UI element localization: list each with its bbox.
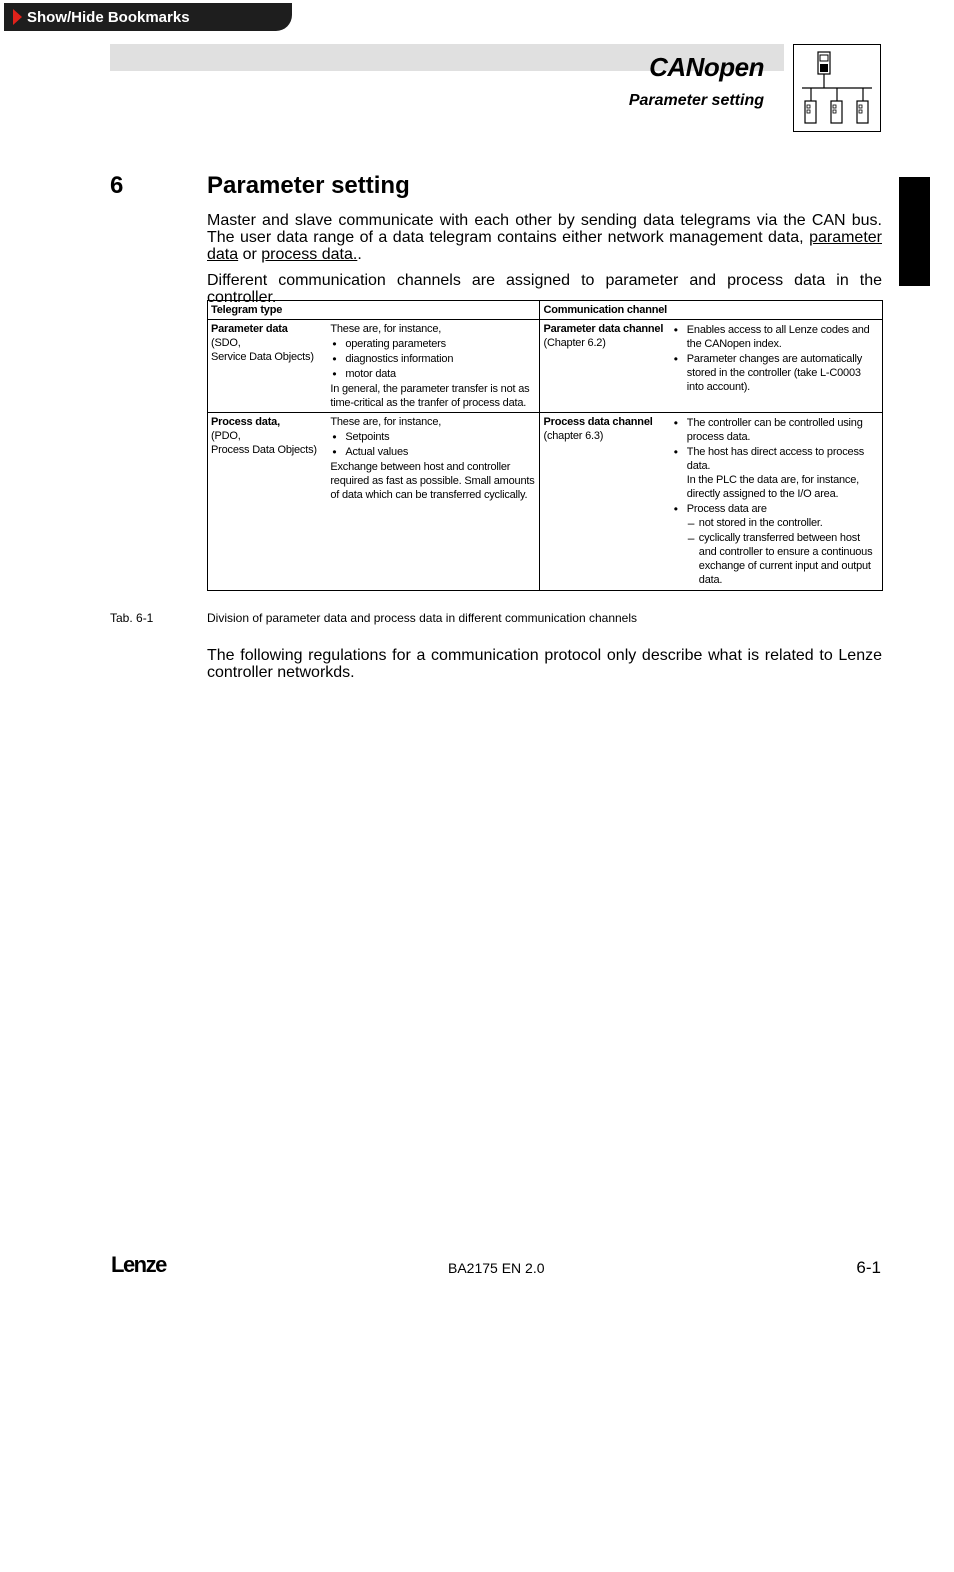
row2-channel-title: Process data channel: [543, 416, 653, 428]
bookmarks-label: Show/Hide Bookmarks: [27, 8, 190, 26]
row1-channel-cell: [540, 320, 669, 413]
row1-channel-ref: (Chapter 6.2): [543, 337, 606, 349]
row1-desc-outro: In general, the parameter transfer is not as time-critical as the tranfer of process data.: [330, 383, 530, 409]
row1-type-abbr: (SDO,: [211, 337, 241, 349]
row1-type-cell: [208, 320, 328, 413]
list-item: • Parameter changes are automatically stored in the controller (take L-C0003 into account).: [672, 352, 879, 394]
telegram-table: [207, 300, 883, 591]
row2-desc-outro: Exchange between host and controller required as fast as possible. Small amounts of data which can be transferred cyclically.: [330, 461, 535, 501]
footer-doc-id: BA2175 EN 2.0: [448, 1260, 545, 1276]
play-triangle-icon: [13, 9, 22, 25]
row2-channel-cell: [540, 413, 669, 591]
list-item: • diagnostics information: [330, 352, 536, 366]
header-communication-channel: Communication channel: [540, 301, 883, 320]
list-item: • Enables access to all Lenze codes and the CANopen index.: [672, 323, 879, 351]
list-item: [672, 502, 879, 587]
row1-desc-cell: [327, 320, 540, 413]
chapter-number: 6: [110, 172, 124, 199]
table-header-row: [208, 301, 883, 320]
footer-page-number: 6-1: [856, 1258, 881, 1277]
row1-desc-intro: These are, for instance,: [330, 323, 442, 335]
table-row: [208, 413, 883, 591]
table-caption-text: Division of parameter data and process data in different communication channels: [207, 611, 638, 625]
row2-type-title: Process data,: [211, 416, 280, 428]
lenze-logo: Lenze: [111, 1252, 166, 1277]
sub-list-item: – cyclically transferred between host and controller to ensure a continuous exchange of current input and output data.: [687, 531, 879, 587]
channels-paragraph: Different communication channels are assigned to parameter and process data in the controller.: [207, 272, 882, 306]
process-data-link[interactable]: process data.: [261, 246, 358, 263]
row1-type-title: Parameter data: [211, 323, 288, 335]
row1-type-full: Service Data Objects): [211, 351, 314, 363]
list-item: • motor data: [330, 367, 536, 381]
network-diagram-icon: [793, 44, 881, 132]
list-item: • Actual values: [330, 445, 536, 459]
intro-text: Master and slave communicate with each other by sending data telegrams via the CAN bus. The user data range of a data telegram contains either network management data,: [207, 212, 882, 246]
list-item: • Setpoints: [330, 430, 536, 444]
row2-channel-desc: [669, 413, 883, 591]
header-subtitle: Parameter setting: [628, 92, 764, 109]
chapter-title: Parameter setting: [207, 172, 410, 199]
sub-list-item: – not stored in the controller.: [687, 516, 879, 530]
row2-type-full: Process Data Objects): [211, 444, 317, 456]
list-item-text: • The host has direct access to process data.: [686, 446, 865, 472]
row1-channel-title: Parameter data channel: [543, 323, 664, 335]
header-telegram-type: Telegram type: [208, 301, 540, 320]
list-item: • The controller can be controlled using process data.: [672, 416, 879, 444]
header-title: CANopen: [649, 52, 764, 82]
list-item-text: • Process data are: [686, 503, 767, 515]
list-item: [672, 445, 879, 501]
parameter-data-link[interactable]: parameter data: [207, 229, 882, 263]
intro-paragraph: [207, 212, 882, 263]
row2-channel-ref: (chapter 6.3): [543, 430, 604, 442]
table-row: [208, 320, 883, 413]
list-item: • operating parameters: [330, 337, 536, 351]
list-item-extra: In the PLC the data are, for instance, directly assigned to the I/O area.: [686, 474, 859, 500]
table-caption-number: Tab. 6-1: [110, 611, 154, 625]
row2-desc-intro: These are, for instance,: [330, 416, 442, 428]
closing-paragraph: The following regulations for a communication protocol only describe what is related to Lenze controller networkds.: [207, 647, 882, 681]
row2-type-abbr: (PDO,: [211, 430, 241, 442]
show-hide-bookmarks-button[interactable]: [4, 3, 292, 31]
intro-text-end: .: [357, 246, 362, 263]
chapter-side-tab: [899, 177, 930, 286]
row2-type-cell: [208, 413, 328, 591]
row2-desc-cell: [327, 413, 540, 591]
intro-text-or: or: [238, 246, 262, 263]
row1-channel-desc: [669, 320, 883, 413]
